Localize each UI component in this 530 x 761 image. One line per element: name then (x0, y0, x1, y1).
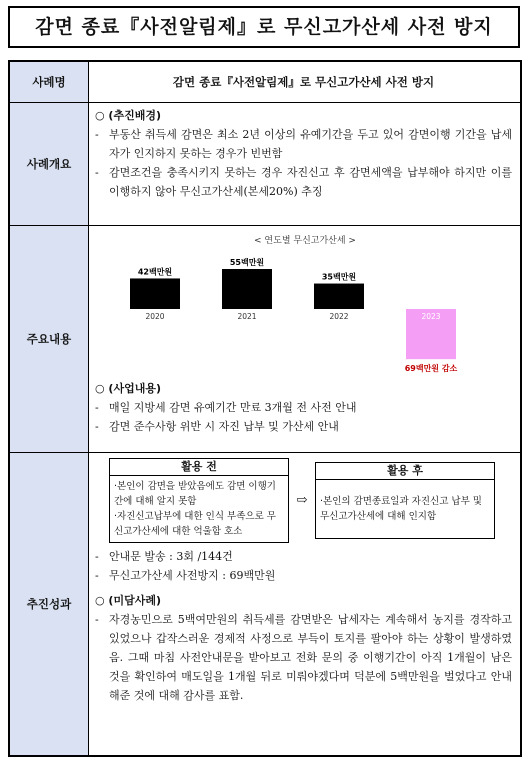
document-title: 감면 종료『사전알림제』로 무신고가산세 사전 방지 (8, 6, 520, 48)
list-item: - 감면 준수사항 위반 시 자진 납부 및 가산세 안내 (95, 420, 339, 433)
stat-item: - 무신고가산세 사전방지 : 69백만원 (95, 569, 276, 582)
after-box (315, 462, 495, 539)
row-case-name (10, 62, 520, 103)
label-case-name: 사례명 (10, 62, 89, 102)
after-title: 활용 후 (316, 463, 494, 480)
chart-bar (130, 278, 180, 309)
chart-category-label: 2020 (145, 312, 165, 321)
row-results (10, 453, 520, 755)
label-main: 주요내용 (10, 226, 89, 452)
case-table (8, 60, 522, 757)
chart-category-label: 2021 (237, 312, 257, 321)
main-content (89, 226, 523, 452)
results-content (89, 453, 520, 755)
list-item: - 부동산 취득세 감면은 최소 2년 이상의 유예기간을 두고 있어 감면이행 기간을 납세자가 인지하지 못하는 경우가 빈번함 (95, 128, 512, 160)
label-summary: 사례개요 (10, 103, 89, 225)
before-after-compare (109, 458, 512, 543)
bar-chart (95, 229, 515, 377)
chart-data-label: 35백만원 (321, 272, 357, 282)
chart-data-label: 42백만원 (137, 267, 173, 277)
list-item: - 매일 지방세 감면 유예기간 만료 3개월 전 사전 안내 (95, 401, 357, 414)
row-main (10, 226, 520, 453)
summary-heading: ○ (추진배경) (95, 109, 161, 122)
stat-item: - 안내문 발송 : 3회 /144건 (95, 550, 233, 563)
case-name-value: 감면 종료『사전알림제』로 무신고가산세 사전 방지 (172, 74, 435, 89)
chart-bar (222, 269, 272, 309)
arrow-right-icon: ⇨ (296, 493, 308, 508)
before-item: ·자진신고납부에 대한 인식 부족으로 무신고가산세에 대한 억울함 호소 (114, 511, 276, 537)
after-item: ·본인의 감면종료일과 자진신고 납부 및 무신고가산세에 대해 인지함 (320, 496, 482, 522)
chart-category-label: 2023 (421, 312, 441, 321)
before-item: ·본인이 감면을 받았음에도 감면 이행기간에 대해 알지 못함 (114, 481, 276, 507)
story-item: - 자경농민으로 5백여만원의 취득세를 감면받은 납세자는 계속해서 농지를 경작하고 있었으나 갑작스러운 경제적 사정으로 부득이 토지를 팔아야 하는 상황이 발생하였음. 그때 마침 사전안내문을 받아보고 전화 문의 중 이행기간이 아직 1개월이 남은 것을 확인하여 매도일을 1개월 뒤로 미뤄야겠다며 덕분에 5백만원을 벌었다고 안내해준 것에 대해 감사를 표함. (95, 613, 512, 702)
before-box (109, 458, 289, 543)
chart-category-label: 2022 (329, 312, 349, 321)
main-heading: ○ (사업내용) (95, 382, 161, 395)
story-heading: ○ (미담사례) (95, 594, 161, 607)
chart-data-label: 55백만원 (229, 258, 265, 267)
chart-data-label: 69백만원 감소 (404, 364, 458, 374)
label-results: 추진성과 (10, 453, 89, 755)
summary-content (89, 103, 520, 225)
chart-title: < 연도별 무신고가산세 > (254, 236, 356, 246)
chart-bar (314, 284, 364, 309)
list-item: - 감면조건을 충족시키지 못하는 경우 자진신고 후 감면세액을 납부해야 하지만 이를 이행하지 않아 무신고가산세(본세20%) 추징 (95, 166, 512, 198)
row-summary (10, 103, 520, 226)
before-title: 활용 전 (110, 459, 288, 476)
